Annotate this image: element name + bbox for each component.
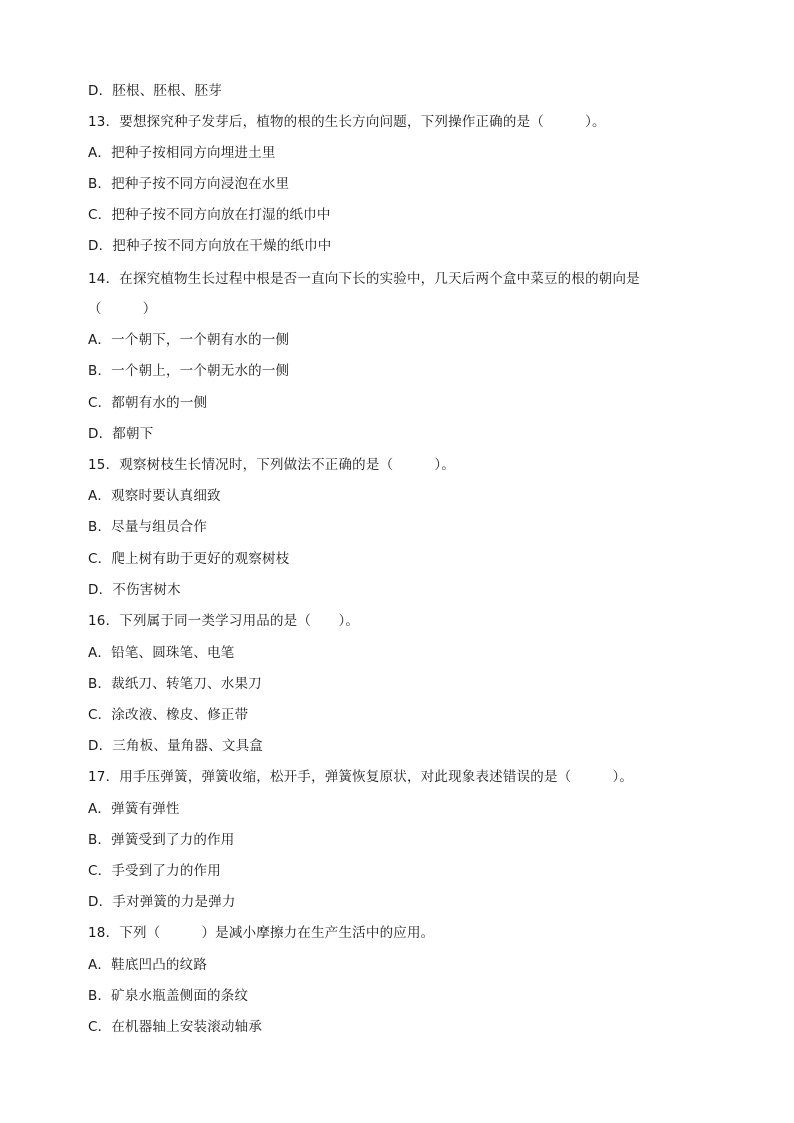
q14-stem: 14．在探究植物生长过程中根是否一直向下长的实验中，几天后两个盒中菜豆的根的朝向是 (88, 271, 640, 287)
q15-option-d: D．不伤害树木 (88, 582, 181, 598)
q14-option-a: A．一个朝下，一个朝有水的一侧 (88, 332, 290, 348)
q12-option-d: D．胚根、胚根、胚芽 (88, 83, 222, 99)
q14-option-d: D．都朝下 (88, 426, 154, 442)
q17-option-c: C．手受到了力的作用 (88, 863, 221, 879)
q18-option-c: C．在机器轴上安装滚动轴承 (88, 1019, 263, 1035)
q16-option-c: C．涂改液、橡皮、修正带 (88, 707, 249, 723)
q17-option-a: A．弹簧有弹性 (88, 801, 180, 817)
q16-option-a: A．铅笔、圆珠笔、电笔 (88, 645, 235, 661)
q13-option-b: B．把种子按不同方向浸泡在水里 (88, 176, 290, 192)
q14-blank: （ ） (88, 301, 157, 317)
q13-option-d: D．把种子按不同方向放在干燥的纸巾中 (88, 238, 332, 254)
q18-stem: 18．下列（ ）是减小摩擦力在生产生活中的应用。 (88, 925, 435, 941)
q17-option-d: D．手对弹簧的力是弹力 (88, 894, 236, 910)
q16-stem: 16．下列属于同一类学习用品的是（ ）。 (88, 613, 360, 629)
q13-option-c: C．把种子按不同方向放在打湿的纸巾中 (88, 207, 331, 223)
q17-stem: 17．用手压弹簧，弹簧收缩，松开手，弹簧恢复原状，对此现象表述错误的是（ ）。 (88, 769, 634, 785)
q13-stem: 13．要想探究种子发芽后，植物的根的生长方向问题，下列操作正确的是（ ）。 (88, 114, 606, 130)
q14-option-b: B．一个朝上，一个朝无水的一侧 (88, 363, 290, 379)
q16-option-d: D．三角板、量角器、文具盒 (88, 738, 263, 754)
q15-option-a: A．观察时要认真细致 (88, 488, 221, 504)
q16-option-b: B．裁纸刀、转笔刀、水果刀 (88, 676, 262, 692)
q14-option-c: C．都朝有水的一侧 (88, 395, 208, 411)
q18-option-b: B．矿泉水瓶盖侧面的条纹 (88, 988, 249, 1004)
q17-option-b: B．弹簧受到了力的作用 (88, 832, 235, 848)
q15-option-c: C．爬上树有助于更好的观察树枝 (88, 551, 290, 567)
q13-option-a: A．把种子按相同方向埋进土里 (88, 145, 276, 161)
q15-option-b: B．尽量与组员合作 (88, 519, 208, 535)
q15-stem: 15．观察树枝生长情况时，下列做法不正确的是（ ）。 (88, 457, 456, 473)
q18-option-a: A．鞋底凹凸的纹路 (88, 957, 208, 973)
